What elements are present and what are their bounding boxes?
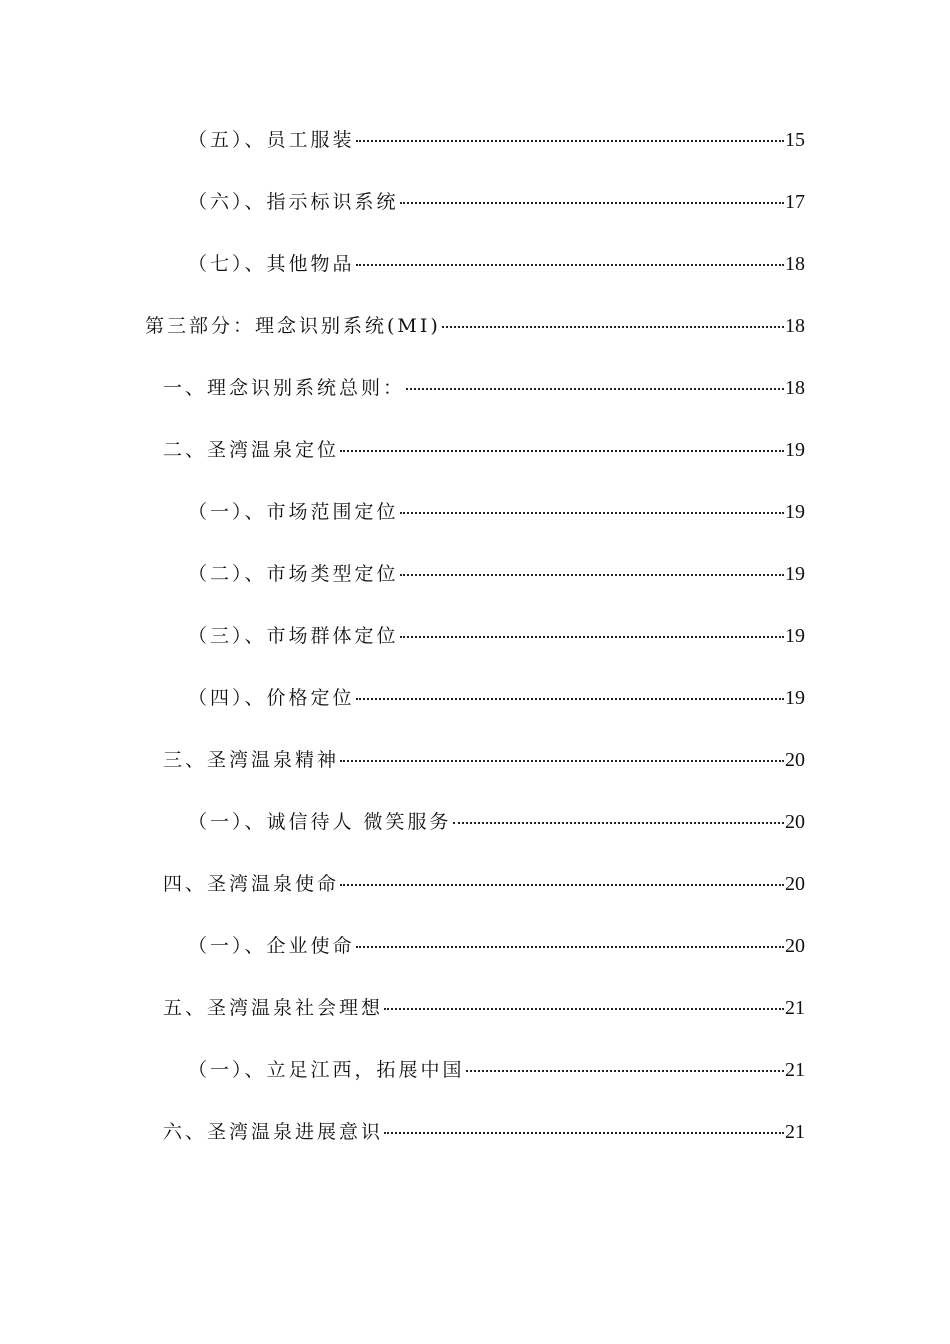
toc-entry-title: （六）、指示标识系统 [188, 191, 399, 213]
toc-entry-title: 一、理念识别系统总则： [163, 377, 406, 399]
toc-entry-page: 17 [785, 191, 805, 213]
toc-entry[interactable] [163, 436, 805, 464]
toc-dot-leader [340, 760, 784, 762]
toc-entry-page: 21 [785, 997, 805, 1019]
toc-entry-title: （三）、市场群体定位 [188, 625, 399, 647]
toc-entry-title: 二、圣湾温泉定位 [163, 439, 340, 461]
toc-dot-leader [384, 1008, 784, 1010]
toc-entry-title: （一）、市场范围定位 [188, 501, 399, 523]
toc-entry[interactable] [145, 312, 805, 340]
toc-entry[interactable] [188, 622, 805, 650]
toc-entry[interactable] [188, 1056, 805, 1084]
toc-dot-leader [466, 1070, 784, 1072]
toc-entry-title: 五、圣湾温泉社会理想 [163, 997, 384, 1019]
toc-entry-page: 20 [785, 873, 805, 895]
toc-entry-page: 19 [785, 625, 805, 647]
toc-entry[interactable] [188, 126, 805, 154]
toc-entry[interactable] [163, 870, 805, 898]
toc-entry-page: 19 [785, 563, 805, 585]
toc-entry-page: 18 [785, 377, 805, 399]
toc-entry[interactable] [188, 808, 805, 836]
toc-entry-page: 19 [785, 501, 805, 523]
toc-entry[interactable] [188, 498, 805, 526]
toc-entry-page: 18 [785, 253, 805, 275]
toc-entry-title: 第三部分：理念识别系统(MI) [145, 315, 441, 337]
toc-entry[interactable] [188, 560, 805, 588]
toc-entry[interactable] [163, 1118, 805, 1146]
toc-dot-leader [340, 884, 784, 886]
toc-entry-page: 20 [785, 811, 805, 833]
toc-entry-page: 19 [785, 687, 805, 709]
toc-dot-leader [400, 636, 784, 638]
toc-dot-leader [356, 264, 784, 266]
toc-dot-leader [340, 450, 784, 452]
toc-entry-title: （一）、立足江西，拓展中国 [188, 1059, 465, 1081]
toc-entry[interactable] [188, 188, 805, 216]
toc-entry-title: 六、圣湾温泉进展意识 [163, 1121, 384, 1143]
toc-entry-page: 19 [785, 439, 805, 461]
toc-entry-page: 18 [785, 315, 805, 337]
toc-entry-page: 20 [785, 935, 805, 957]
toc-dot-leader [400, 512, 784, 514]
toc-entry-page: 15 [785, 129, 805, 151]
toc-entry[interactable] [163, 374, 805, 402]
toc-dot-leader [442, 326, 784, 328]
toc-entry-title: （一）、诚信待人 微笑服务 [188, 811, 452, 833]
toc-dot-leader [384, 1132, 784, 1134]
toc-entry[interactable] [188, 684, 805, 712]
toc-dot-leader [356, 698, 784, 700]
toc-dot-leader [453, 822, 784, 824]
toc-entry-title: （四）、价格定位 [188, 687, 355, 709]
toc-dot-leader [356, 140, 784, 142]
toc-entry-title: （七）、其他物品 [188, 253, 355, 275]
toc-entry-title: （二）、市场类型定位 [188, 563, 399, 585]
toc-entry-title: （五）、员工服装 [188, 129, 355, 151]
toc-dot-leader [406, 388, 784, 390]
toc-entry[interactable] [163, 746, 805, 774]
toc-dot-leader [400, 574, 784, 576]
toc-entry[interactable] [163, 994, 805, 1022]
toc-entry-title: 四、圣湾温泉使命 [163, 873, 340, 895]
toc-entry[interactable] [188, 250, 805, 278]
toc-entry-page: 21 [785, 1059, 805, 1081]
toc-entry-page: 21 [785, 1121, 805, 1143]
toc-entry-title: （一）、企业使命 [188, 935, 355, 957]
toc-entry[interactable] [188, 932, 805, 960]
toc-dot-leader [400, 202, 784, 204]
toc-dot-leader [356, 946, 784, 948]
toc-entry-title: 三、圣湾温泉精神 [163, 749, 340, 771]
toc-entry-page: 20 [785, 749, 805, 771]
